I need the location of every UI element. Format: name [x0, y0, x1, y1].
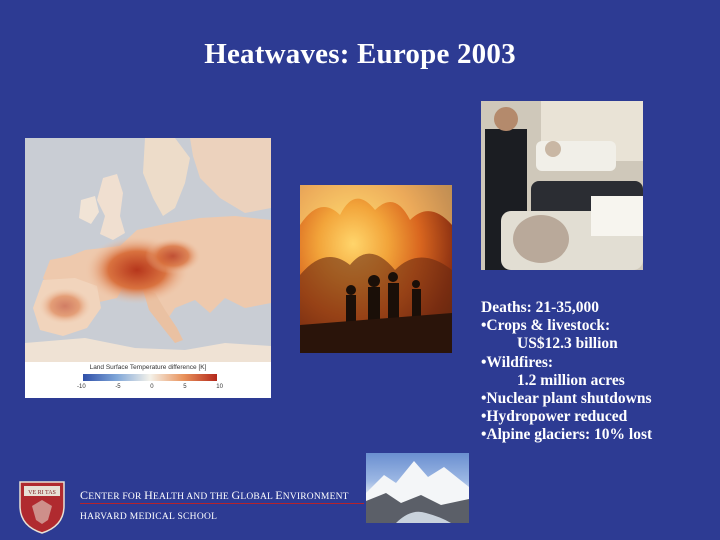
wildfire-scene [300, 185, 452, 353]
alpine-scene [366, 453, 469, 523]
impact-facts-list [481, 299, 720, 445]
fact-alpine-glaciers: •Alpine glaciers: 10% lost [481, 426, 653, 444]
org-initial: H [144, 488, 153, 502]
org-part: NVIRONMENT [282, 492, 349, 502]
fact-crops-cost: US$12.3 billion [517, 335, 618, 353]
legend-title: Land Surface Temperature difference [K] [89, 364, 207, 371]
wildfire-photo [300, 185, 452, 353]
org-part: ENTER FOR [88, 492, 145, 502]
org-part: LOBAL [240, 492, 276, 502]
legend-color-bar [83, 374, 217, 381]
legend-tick: -5 [115, 384, 121, 390]
slide-title: Heatwaves: Europe 2003 [204, 38, 516, 70]
fact-nuclear-shutdowns: •Nuclear plant shutdowns [481, 390, 652, 408]
fact-wildfire-area: 1.2 million acres [517, 371, 625, 389]
legend-tick: 0 [150, 384, 154, 390]
hospital-patients-photo [481, 101, 643, 270]
center-name [80, 488, 349, 503]
fact-crops-livestock: •Crops & livestock: [481, 317, 611, 335]
school-name: HARVARD MEDICAL SCHOOL [80, 512, 218, 522]
europe-map-graphic [25, 138, 271, 362]
hospital-scene [481, 101, 643, 270]
shield-motto: VE RI TAS [28, 490, 56, 496]
org-initial: G [231, 488, 241, 502]
europe-temperature-map [25, 138, 271, 398]
map-legend [25, 362, 271, 398]
legend-tick: 5 [183, 384, 187, 390]
org-part: EALTH AND THE [152, 492, 232, 502]
fact-hydropower: •Hydropower reduced [481, 408, 628, 426]
legend-tick: -10 [77, 384, 86, 390]
fact-deaths: Deaths: 21-35,000 [481, 299, 599, 316]
legend-tick: 10 [216, 384, 223, 390]
org-initial: E [275, 488, 283, 502]
org-initial: C [80, 488, 89, 502]
footer-divider [80, 503, 364, 504]
legend-ticks [77, 384, 223, 390]
alpine-glacier-photo [366, 453, 469, 523]
harvard-shield-logo [18, 480, 66, 534]
fact-wildfires: •Wildfires: [481, 353, 554, 371]
